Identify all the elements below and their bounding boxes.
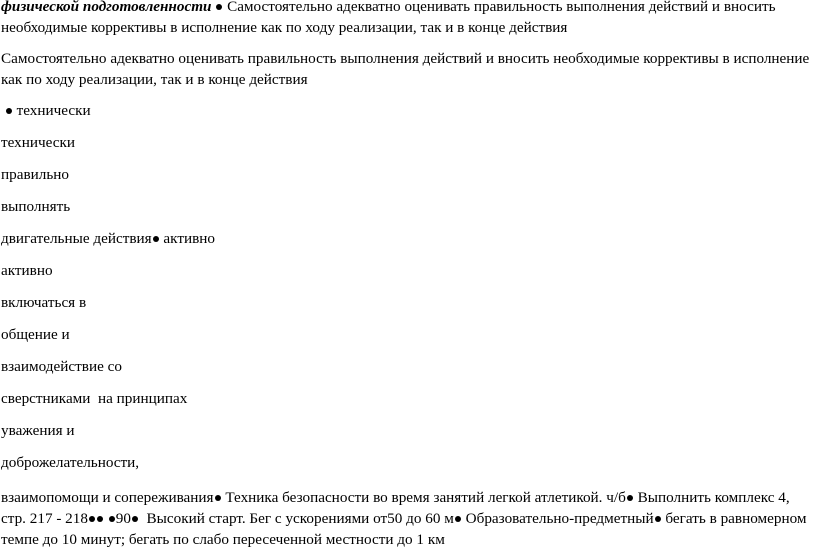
bullet-icon: [455, 516, 461, 522]
bullet-icon: [6, 108, 12, 114]
final-paragraph: [1, 487, 813, 550]
bullet-icon: [132, 516, 138, 522]
text-line: сверстниками на принципах: [1, 390, 188, 407]
motor-actions-line: [1, 228, 813, 249]
paragraph-1-text: Самостоятельно адекватно оценивать правильность выполнения действий и вносить необходимые коррективы в исполнение как по ходу реализации, так и в конце действия: [1, 0, 776, 36]
final-text-1: взаимопомощи и сопереживания: [1, 489, 214, 506]
bullet-icon: [109, 516, 115, 522]
text-line: включаться в: [1, 294, 87, 311]
motor-actions-text: двигательные действия: [1, 230, 152, 247]
paragraph-2: Самостоятельно адекватно оценивать правильность выполнения действий и вносить необходимые коррективы в исполнение как по ходу реализации, так и в конце действия: [1, 50, 810, 88]
text-line: общение и: [1, 326, 70, 343]
final-text-3: Выполнить комплекс 4, стр. 217 - 218: [1, 489, 790, 527]
bullet-icon: [627, 495, 633, 501]
text-line: технически: [1, 134, 76, 151]
text-line: взаимодействие со: [1, 358, 122, 375]
bullet-icon: [655, 516, 661, 522]
text-line: активно: [1, 262, 53, 279]
document-body: [1, 0, 813, 560]
bullet-line: [1, 100, 813, 121]
bullet-icon: [215, 495, 221, 501]
text-line: выполнять: [1, 198, 71, 215]
final-text-5: Высокий старт. Бег с ускорениями от50 до 60 м: [146, 510, 454, 527]
bullet-icon: [153, 236, 159, 242]
text-line: уважения и: [1, 422, 75, 439]
bullet-icon: [89, 516, 95, 522]
final-text-7: бегать в равномерном темпе до 10 минут; бегать по слабо пересеченной местности до 1 км: [1, 510, 807, 548]
final-text-4: 90: [115, 510, 131, 527]
text-line: правильно: [1, 166, 69, 183]
bullet-icon: [216, 4, 222, 10]
final-text-6: Образовательно-предметный: [465, 510, 654, 527]
motor-actions-after: активно: [163, 230, 215, 247]
bullet-line-text: технически: [16, 102, 91, 119]
paragraph-1-heading: физической подготовленности: [1, 0, 212, 15]
final-text-2: Техника безопасности во время занятий легкой атлетикой. ч/б: [225, 489, 626, 506]
paragraph-1: [1, 0, 813, 38]
bullet-icon: [97, 516, 103, 522]
text-line: доброжелательности,: [1, 454, 140, 471]
